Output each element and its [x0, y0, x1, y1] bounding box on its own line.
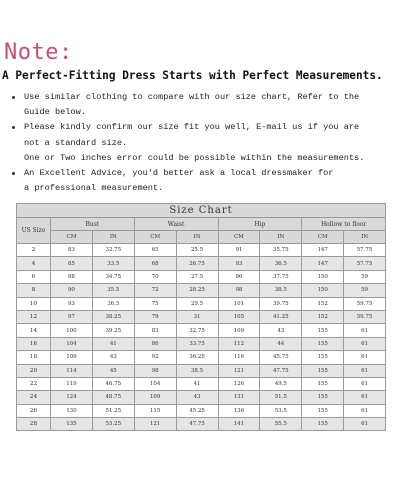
measurement-cell: 35.5 — [92, 284, 134, 297]
tip-item — [10, 166, 395, 196]
unit-header: IN — [344, 231, 386, 244]
measurement-cell: 53.5 — [260, 404, 302, 417]
unit-header: CM — [51, 231, 93, 244]
measurement-cell: 96 — [218, 270, 260, 283]
table-row — [17, 404, 386, 417]
measurement-cell: 33.75 — [176, 337, 218, 350]
size-cell: 22 — [17, 377, 51, 390]
measurement-cell: 57.75 — [344, 244, 386, 257]
measurement-cell: 75 — [134, 297, 176, 310]
measurement-cell: 28.25 — [176, 284, 218, 297]
measurement-cell: 83 — [51, 244, 93, 257]
measurement-cell: 150 — [302, 270, 344, 283]
table-row — [17, 244, 386, 257]
measurement-cell: 155 — [302, 351, 344, 364]
measurement-cell: 46.75 — [92, 377, 134, 390]
table-row — [17, 284, 386, 297]
measurement-cell: 70 — [134, 270, 176, 283]
size-cell: 26 — [17, 404, 51, 417]
unit-header: CM — [218, 231, 260, 244]
measurement-cell: 141 — [218, 418, 260, 431]
table-row — [17, 324, 386, 337]
measurement-cell: 33.5 — [92, 257, 134, 270]
measurement-cell: 41 — [176, 377, 218, 390]
measurement-cell: 135 — [51, 418, 93, 431]
measurement-cell: 29.5 — [176, 297, 218, 310]
size-cell: 20 — [17, 364, 51, 377]
measurement-cell: 105 — [218, 310, 260, 323]
measurement-cell: 25.5 — [176, 244, 218, 257]
measurement-cell: 43 — [176, 391, 218, 404]
tip-item — [10, 120, 395, 166]
measurement-cell: 41.25 — [260, 310, 302, 323]
measurement-cell: 45.25 — [176, 404, 218, 417]
bullet-dot-icon — [12, 96, 15, 99]
measurement-cell: 124 — [51, 391, 93, 404]
unit-header: CM — [302, 231, 344, 244]
table-row — [17, 270, 386, 283]
bullet-dot-icon — [12, 126, 15, 129]
measurement-cell: 155 — [302, 337, 344, 350]
measurement-cell: 130 — [51, 404, 93, 417]
hollow-to-floor-header: Hollow to floor — [302, 218, 386, 231]
measurement-cell: 34.75 — [92, 270, 134, 283]
measurement-cell: 112 — [218, 337, 260, 350]
tip-line: not a standard size. — [24, 137, 128, 148]
waist-header: Waist — [134, 218, 218, 231]
measurement-cell: 98 — [218, 284, 260, 297]
measurement-cell: 155 — [302, 364, 344, 377]
bullet-dot-icon — [12, 172, 15, 175]
measurement-cell: 32.75 — [92, 244, 134, 257]
size-chart-table — [16, 203, 386, 431]
measurement-cell: 41 — [92, 337, 134, 350]
tip-line: An Excellent Advice, you'd better ask a local dressmaker for — [24, 168, 334, 179]
table-row — [17, 351, 386, 364]
size-cell: 14 — [17, 324, 51, 337]
measurement-cell: 85 — [51, 257, 93, 270]
measurement-cell: 100 — [51, 324, 93, 337]
measurement-cell: 155 — [302, 324, 344, 337]
measurement-cell: 35.75 — [260, 244, 302, 257]
size-cell: 12 — [17, 310, 51, 323]
measurement-cell: 44 — [260, 337, 302, 350]
unit-header: CM — [134, 231, 176, 244]
measurement-cell: 72 — [134, 284, 176, 297]
tip-line: a professional measurement. — [24, 183, 164, 194]
measurement-cell: 131 — [218, 391, 260, 404]
measurement-cell: 68 — [134, 257, 176, 270]
size-chart-title: Size Chart — [17, 204, 386, 218]
tip-item — [10, 90, 395, 120]
measurement-cell: 61 — [344, 418, 386, 431]
measurement-cell: 93 — [218, 257, 260, 270]
measurement-cell: 55.5 — [260, 418, 302, 431]
measurement-cell: 93 — [51, 297, 93, 310]
measurement-cell: 61 — [344, 337, 386, 350]
measurement-cell: 109 — [134, 391, 176, 404]
measurement-cell: 39.75 — [260, 297, 302, 310]
size-cell: 18 — [17, 351, 51, 364]
measurement-cell: 136 — [218, 404, 260, 417]
measurement-cell: 45 — [92, 364, 134, 377]
measurement-cell: 59 — [344, 270, 386, 283]
measurement-cell: 36.5 — [260, 257, 302, 270]
measurement-cell: 57.75 — [344, 257, 386, 270]
measurement-cell: 61 — [344, 364, 386, 377]
measurement-cell: 121 — [218, 364, 260, 377]
table-row — [17, 391, 386, 404]
measurement-cell: 61 — [344, 404, 386, 417]
size-cell: 2 — [17, 244, 51, 257]
measurement-cell: 88 — [51, 270, 93, 283]
measurement-cell: 31 — [176, 310, 218, 323]
size-cell: 28 — [17, 418, 51, 431]
size-cell: 4 — [17, 257, 51, 270]
measurement-cell: 116 — [218, 351, 260, 364]
measurement-cell: 114 — [51, 364, 93, 377]
bust-header: Bust — [51, 218, 135, 231]
measurement-cell: 53.25 — [92, 418, 134, 431]
measurement-cell: 59.75 — [344, 310, 386, 323]
size-cell: 6 — [17, 270, 51, 283]
measurement-cell: 119 — [51, 377, 93, 390]
tip-line: One or Two inches error could be possible within the measurements. — [24, 152, 365, 163]
measurement-cell: 47.75 — [176, 418, 218, 431]
measurement-cell: 109 — [51, 351, 93, 364]
measurement-cell: 97 — [51, 310, 93, 323]
measurement-cell: 39.25 — [92, 324, 134, 337]
measurement-cell: 155 — [302, 377, 344, 390]
measurement-cell: 91 — [218, 244, 260, 257]
measurement-cell: 65 — [134, 244, 176, 257]
measurement-cell: 61 — [344, 391, 386, 404]
measurement-cell: 126 — [218, 377, 260, 390]
measurement-cell: 155 — [302, 391, 344, 404]
size-cell: 24 — [17, 391, 51, 404]
tip-line: Please kindly confirm our size fit you well, E-mail us if you are — [24, 122, 360, 133]
measurement-cell: 147 — [302, 257, 344, 270]
table-row — [17, 310, 386, 323]
measurement-cell: 104 — [134, 377, 176, 390]
measurement-cell: 101 — [218, 297, 260, 310]
measurement-cell: 147 — [302, 244, 344, 257]
measurement-cell: 150 — [302, 284, 344, 297]
measurement-cell: 61 — [344, 377, 386, 390]
measurement-cell: 36.25 — [176, 351, 218, 364]
measurement-cell: 51.5 — [260, 391, 302, 404]
tip-line: Use similar clothing to compare with our size chart, Refer to the — [24, 92, 360, 102]
measurement-cell: 48.75 — [92, 391, 134, 404]
measurement-cell: 155 — [302, 404, 344, 417]
size-cell: 10 — [17, 297, 51, 310]
measurement-cell: 59.75 — [344, 297, 386, 310]
measurement-cell: 155 — [302, 418, 344, 431]
measurement-cell: 49.5 — [260, 377, 302, 390]
measurement-cell: 121 — [134, 418, 176, 431]
measurement-cell: 43 — [260, 324, 302, 337]
us-size-header: US Size — [17, 218, 51, 244]
measurement-cell: 59 — [344, 284, 386, 297]
measurement-cell: 38.5 — [176, 364, 218, 377]
size-cell: 8 — [17, 284, 51, 297]
measurement-cell: 47.75 — [260, 364, 302, 377]
measurement-cell: 27.5 — [176, 270, 218, 283]
table-row — [17, 257, 386, 270]
measurement-cell: 152 — [302, 310, 344, 323]
measurement-cell: 26.75 — [176, 257, 218, 270]
table-row — [17, 297, 386, 310]
tips-list — [10, 90, 395, 196]
measurement-cell: 38.5 — [260, 284, 302, 297]
unit-header: IN — [260, 231, 302, 244]
table-row — [17, 337, 386, 350]
measurement-cell: 79 — [134, 310, 176, 323]
note-title: Note: — [4, 40, 73, 65]
measurement-cell: 32.75 — [176, 324, 218, 337]
tip-line: Guide below. — [24, 107, 86, 118]
measurement-cell: 90 — [51, 284, 93, 297]
measurement-cell: 86 — [134, 337, 176, 350]
table-row — [17, 418, 386, 431]
size-cell: 16 — [17, 337, 51, 350]
measurement-cell: 45.75 — [260, 351, 302, 364]
measurement-cell: 51.25 — [92, 404, 134, 417]
measurement-cell: 104 — [51, 337, 93, 350]
measurement-cell: 109 — [218, 324, 260, 337]
hip-header: Hip — [218, 218, 302, 231]
unit-header: IN — [176, 231, 218, 244]
table-row — [17, 364, 386, 377]
measurement-cell: 36.5 — [92, 297, 134, 310]
measurement-cell: 83 — [134, 324, 176, 337]
unit-header: IN — [92, 231, 134, 244]
measurement-cell: 38.25 — [92, 310, 134, 323]
measurement-cell: 37.75 — [260, 270, 302, 283]
measurement-cell: 98 — [134, 364, 176, 377]
table-row — [17, 377, 386, 390]
measurement-cell: 115 — [134, 404, 176, 417]
measurement-cell: 61 — [344, 324, 386, 337]
headline: A Perfect-Fitting Dress Starts with Perfect Measurements. — [2, 69, 383, 82]
measurement-cell: 43 — [92, 351, 134, 364]
measurement-cell: 61 — [344, 351, 386, 364]
measurement-cell: 92 — [134, 351, 176, 364]
measurement-cell: 152 — [302, 297, 344, 310]
